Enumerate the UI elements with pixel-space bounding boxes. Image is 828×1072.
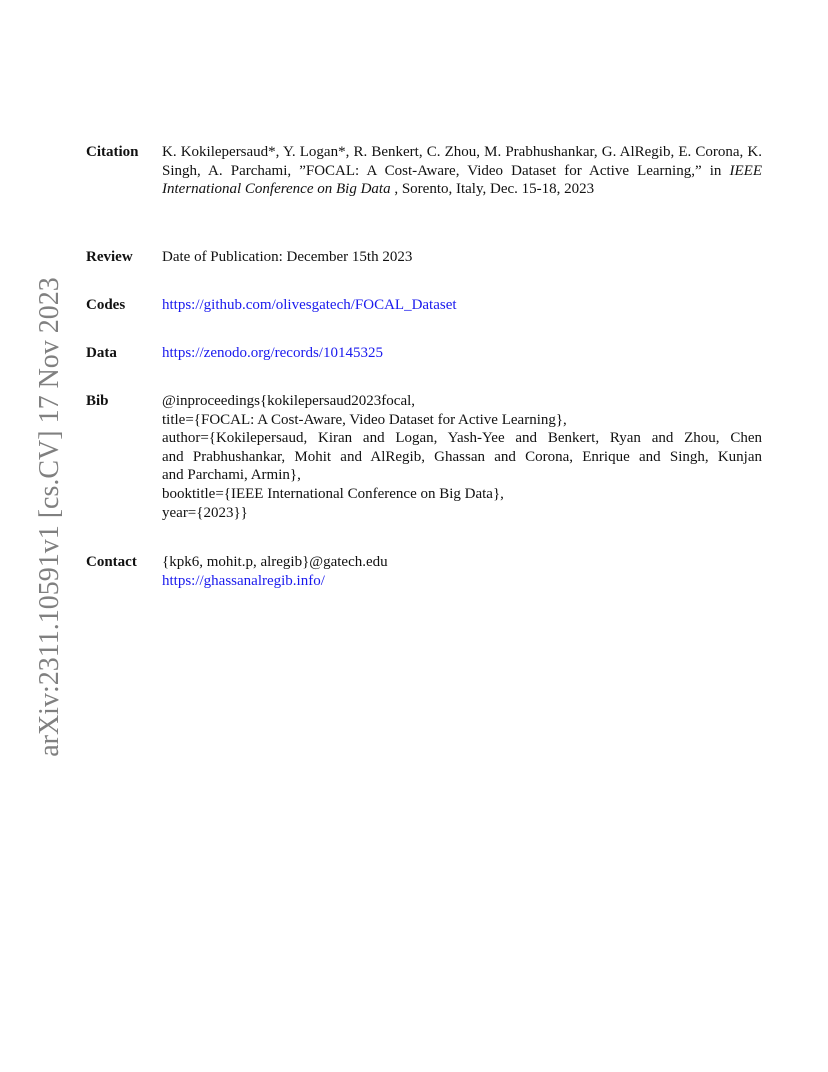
arxiv-identifier-stamp: arXiv:2311.10591v1 [cs.CV] 17 Nov 2023 (34, 277, 65, 757)
contact-entry (86, 553, 762, 590)
codes-label: Codes (86, 297, 126, 313)
citation-text (162, 143, 762, 199)
contact-website-link[interactable]: https://ghassanalregib.info/ (162, 572, 325, 589)
citation-entry (86, 143, 762, 199)
review-label: Review (86, 249, 133, 265)
citation-authors-title: K. Kokilepersaud*, Y. Logan*, R. Benkert, C. Zhou, M. Prabhushankar, G. AlRegib, E. Corona, K. Singh, A. Parchami, ”FOCAL: A Cost-Aware, Video Dataset for Active Learning,” in (162, 144, 762, 179)
review-entry (86, 248, 762, 267)
data-label: Data (86, 345, 117, 361)
contact-email: {kpk6, mohit.p, alregib}@gatech.edu (162, 554, 388, 570)
bib-line: year={2023}} (162, 504, 248, 521)
bib-line: and Parchami, Armin}, (162, 467, 301, 484)
bib-label: Bib (86, 393, 109, 409)
data-entry (86, 344, 762, 363)
review-text: Date of Publication: December 15th 2023 (162, 249, 413, 265)
bib-line: title={FOCAL: A Cost-Aware, Video Dataset for Active Learning}, (162, 411, 567, 428)
citation-label: Citation (86, 144, 139, 160)
bibtex-block (162, 392, 762, 522)
codes-link[interactable]: https://github.com/olivesgatech/FOCAL_Dataset (162, 297, 457, 313)
bib-line: author={Kokilepersaud, Kiran and Logan, Yash-Yee and Benkert, Ryan and Zhou, Chen (162, 430, 762, 447)
codes-entry (86, 296, 762, 315)
citation-location-date: , Sorento, Italy, Dec. 15-18, 2023 (390, 181, 595, 198)
contact-label: Contact (86, 554, 137, 570)
bib-line: booktitle={IEEE International Conference on Big Data}, (162, 485, 504, 502)
bib-entry (86, 392, 762, 522)
data-link[interactable]: https://zenodo.org/records/10145325 (162, 345, 383, 361)
bib-line: and Prabhushankar, Mohit and AlRegib, Ghassan and Corona, Enrique and Singh, Kunjan (162, 448, 762, 465)
citation-venue: IEEE International Conference on Big Data (162, 162, 762, 198)
bib-line: @inproceedings{kokilepersaud2023focal, (162, 393, 416, 409)
